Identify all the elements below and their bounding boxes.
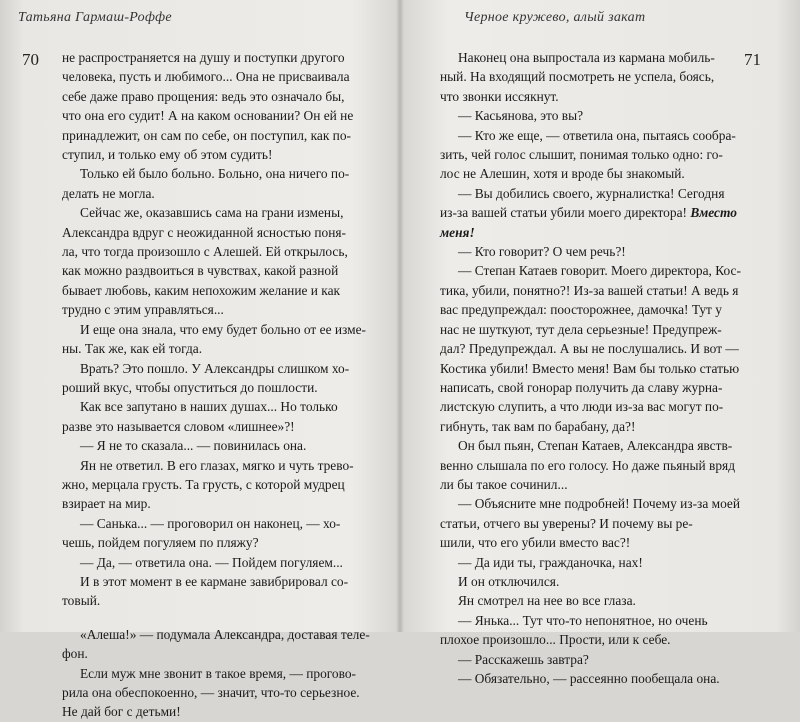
text-line: Сейчас же, оказавшись сама на грани измены, — [80, 205, 344, 221]
text-line: ли бы такое сочинил... — [440, 476, 568, 492]
text-line: И еще она знала, что ему будет больно от ее изме- — [80, 321, 367, 337]
text-line: И он отключился. — [458, 573, 560, 589]
text-line: — Касьянова, это вы? — [458, 108, 584, 124]
text-line: венно слышала по его голосу. Но даже пьяный вряд — [440, 457, 736, 473]
text-line: — Кто говорит? О чем речь?! — [458, 244, 626, 260]
text-line: Как все запутано в наших душах... Но только — [80, 399, 338, 415]
text-line: ный. На входящий посмотреть не успела, боясь, — [440, 69, 715, 85]
text-line: не распространяется на душу и поступки другого — [62, 50, 345, 65]
text-line: Ян не ответил. В его глазах, мягко и чуть трево- — [80, 457, 354, 473]
text-line: — Степан Катаев говорит. Моего директора, Кос- — [458, 263, 741, 279]
emphasis-text: меня! — [440, 224, 475, 240]
text-line: Александра вдруг с неожиданной ясностью поня- — [62, 224, 347, 240]
text-line: ступил, и только ему об этом судить! — [62, 147, 273, 163]
text-line: как можно раздвоиться в чувствах, какой разной — [62, 263, 339, 279]
right-page-text — [440, 48, 740, 688]
text-line: гибнуть, так вам по барабану, да?! — [440, 418, 636, 434]
text-line: — Вы добились своего, журналистка! Сегодня — [458, 185, 725, 201]
running-head-left: Татьяна Гармаш-Роффе — [18, 10, 172, 25]
text-line: себе даже право прощения: ведь это означало бы, — [62, 88, 345, 104]
text-line: тика, убили, понятно?! Из-за вашей статьи! А ведь я — [440, 282, 739, 298]
text-line: делать не могла. — [62, 185, 155, 201]
text-line: шили, что его убили вместо вас?! — [440, 535, 631, 551]
text-line: взирает на мир. — [62, 496, 151, 512]
text-line: написать, свой гонорар получить да славу журна- — [440, 379, 723, 395]
text-line: чешь, пойдем погуляем по пляжу? — [62, 535, 259, 551]
text-line: — Да иди ты, гражданочка, нах! — [458, 554, 643, 570]
text-line: — Санька... — проговорил он наконец, — хо- — [80, 515, 341, 531]
text-line: рила она обеспокоенно, — значит, что-то серьезное. — [62, 685, 360, 700]
left-page — [0, 0, 400, 720]
text-line: фон. — [62, 646, 88, 662]
text-line: Не дай бог с детьми! — [62, 704, 181, 720]
text-line — [440, 223, 740, 242]
text-line: — Янька... Тут что-то непонятное, но очень — [458, 612, 708, 628]
text-line: дал? Предупреждал. А вы не послушались. И вот — — [440, 341, 739, 357]
text-line: Только ей было больно. Больно, она ничего по- — [80, 166, 350, 182]
text-line: статьи, отчего вы уверены? И почему вы ре- — [440, 515, 693, 531]
page-number-right: 71 — [744, 50, 761, 69]
text-line: Наконец она выпростала из кармана мобиль- — [458, 50, 715, 65]
text-line: нас не шуткуют, тут дела серьезные! Предупреж- — [440, 321, 722, 337]
text-line: плохое произошло... Прости, или к себе. — [440, 632, 671, 648]
text-line: Он был пьян, Степан Катаев, Александра явств- — [458, 438, 733, 454]
text-line: листскую слупить, а что люди из-за вас могут по- — [440, 399, 724, 415]
text-line: Ян смотрел на нее во все глаза. — [458, 593, 636, 609]
text-line: товый. — [62, 593, 101, 609]
text-line: лос не Алешин, хотя и вроде бы знакомый. — [440, 166, 685, 182]
text-line: принадлежит, он сам по себе, он поступил, как по- — [62, 127, 351, 143]
text-line: Если муж мне звонит в такое время, — прогово- — [80, 665, 357, 681]
text-line: — Да, — ответила она. — Пойдем погуляем... — [80, 554, 343, 570]
text-line: — Расскажешь завтра? — [458, 651, 589, 667]
text-line: «Алеша!» — подумала Александра, доставая теле- — [80, 626, 370, 642]
text-line: вас предупреждал: поосторожнее, дамочка! Тут у — [440, 302, 722, 318]
text-line: жно, мерцала грусть. Та грусть, с которой мудрец — [62, 476, 345, 492]
text-line: что она его судит! А на каком основании? Он ей не — [62, 108, 354, 124]
text-line: — Кто же еще, — ответила она, пытаясь сообра- — [458, 127, 736, 143]
text-line: роший вкус, чтобы опуститься до пошлости. — [62, 379, 318, 395]
text-line: — Обязательно, — рассеянно пообещала она. — [458, 671, 720, 686]
text-line: Врать? Это пошло. У Александры слишком хо- — [80, 360, 350, 376]
text-line: ла, что тогда произошло с Алешей. Ей открылось, — [62, 244, 348, 260]
text-line: зить, чей голос слышит, понимая только одно: го- — [440, 147, 723, 163]
right-page — [400, 0, 800, 686]
emphasis-text: Вместо — [690, 205, 737, 221]
text-line: трудно с этим управляться... — [62, 302, 224, 318]
text-line: — Объясните мне подробней! Почему из-за моей — [458, 496, 741, 512]
text-line: что звонки иссякнут. — [440, 88, 559, 104]
left-page-text — [62, 48, 370, 722]
page-number-left: 70 — [22, 50, 39, 69]
running-head-right: Черное кружево, алый закат — [464, 10, 646, 25]
text-line: ны. Так же, как ей тогда. — [62, 341, 203, 357]
text-line: Костика убили! Вместо меня! Вам бы только статью — [440, 360, 740, 376]
text-line: И в этот момент в ее кармане завибрировал со- — [80, 573, 349, 589]
text-line: разве это называется словом «лишнее»?! — [62, 418, 295, 434]
text-line: — Я не то сказала... — повинилась она. — [80, 438, 307, 454]
text-line: бывает любовь, каким непохожим желание и как — [62, 282, 341, 298]
text-line: из-за вашей статьи убили моего директора! Вместо — [440, 205, 737, 221]
text-line: человека, пусть и любимого... Она не присваивала — [62, 69, 350, 85]
